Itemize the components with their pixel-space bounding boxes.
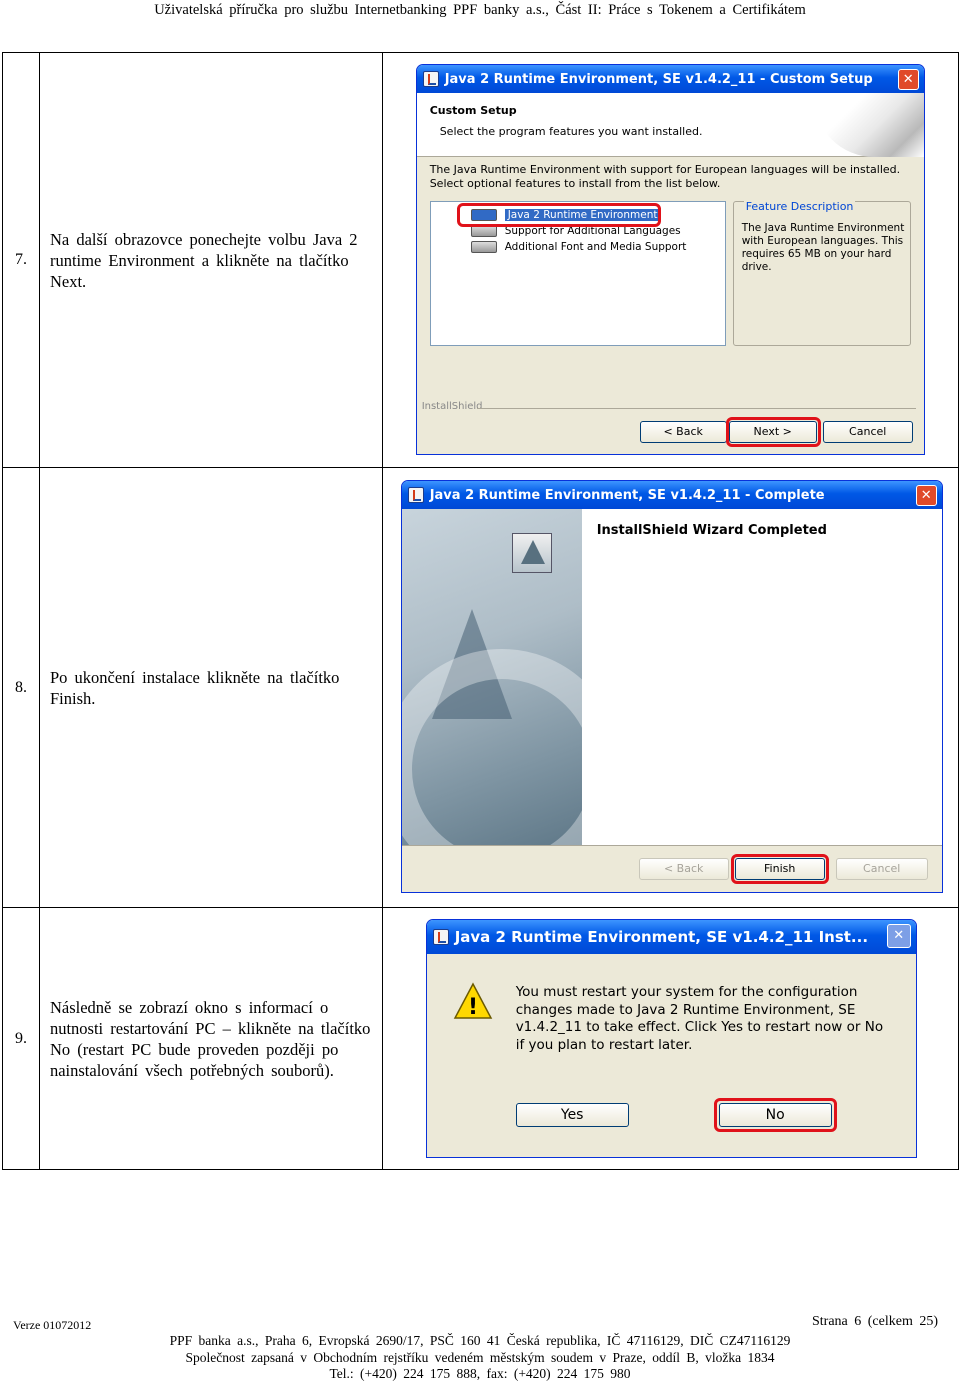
custom-setup-window xyxy=(416,64,925,455)
step-screenshot xyxy=(382,53,958,468)
drive-icon xyxy=(471,241,497,253)
window-title: Java 2 Runtime Environment, SE v1.4.2_11 - Complete xyxy=(429,487,825,503)
header-title: Custom Setup xyxy=(429,104,517,117)
step-screenshot xyxy=(382,908,958,1170)
highlight-ring xyxy=(726,417,821,447)
finish-button[interactable]: Finish xyxy=(735,858,825,880)
main-title: InstallShield Wizard Completed xyxy=(596,523,827,538)
header-subtitle: Select the program features you want installed. xyxy=(439,125,703,138)
page-curl-graphic xyxy=(814,93,924,157)
highlight-ring xyxy=(731,854,829,884)
feature-label: Support for Additional Languages xyxy=(504,225,681,237)
feature-tree[interactable] xyxy=(430,201,726,346)
yes-button[interactable]: Yes xyxy=(516,1103,629,1127)
restart-dialog xyxy=(426,919,917,1158)
warning-glyph: ! xyxy=(467,995,478,1020)
no-button[interactable]: No xyxy=(719,1103,832,1127)
step-text: Následně se zobrazí okno s informací o nutnosti restartování PC – klikněte na tlačítko No (restart PC bude proveden později po nainstalování všech potřebných souborů). xyxy=(39,908,382,1170)
step-number: 8. xyxy=(3,468,40,908)
separator xyxy=(402,845,942,846)
steps-table xyxy=(2,52,959,1170)
step-text: Na další obrazovce ponechejte volbu Java 2 runtime Environment a klikněte na tlačítko Next. xyxy=(39,53,382,468)
complete-window xyxy=(401,480,943,893)
close-button[interactable]: ✕ xyxy=(887,924,911,948)
title-bar xyxy=(402,481,942,509)
step-screenshot xyxy=(382,468,958,908)
highlight-ring xyxy=(714,1098,837,1132)
warning-icon xyxy=(453,982,493,1022)
footer-registry-line: Společnost zapsaná v Obchodním rejstříku vedeném městským soudem v Praze, oddíl B, vložka 1834 xyxy=(185,1350,775,1365)
title-bar xyxy=(427,920,916,954)
version-label: Verze 01072012 xyxy=(13,1318,92,1332)
running-header: Uživatelská příručka pro službu Internetbanking PPF banky a.s., Část II: Práce s Tokenem a Certifikátem xyxy=(154,2,806,18)
description-title: Feature Description xyxy=(745,200,854,213)
footer-company-line: PPF banka a.s., Praha 6, Evropská 2690/17, PSČ 160 41 Česká republika, IČ 47116129, DIČ CZ47116129 xyxy=(169,1333,791,1348)
installshield-brand: InstallShield xyxy=(421,401,483,412)
title-bar xyxy=(417,65,924,93)
close-button[interactable]: ✕ xyxy=(898,69,919,90)
footer-contact-line: Tel.: (+420) 224 175 888, fax: (+420) 224 175 980 xyxy=(329,1366,631,1381)
highlight-ring xyxy=(457,203,661,227)
window-title: Java 2 Runtime Environment, SE v1.4.2_11 - Custom Setup xyxy=(444,71,873,87)
java-icon xyxy=(433,929,449,945)
cancel-button[interactable]: Cancel xyxy=(836,858,928,880)
cancel-button[interactable]: Cancel xyxy=(823,421,913,443)
restart-message: You must restart your system for the configuration changes made to Java 2 Runtime Environment, SE v1.4.2_11 to take effect. Click Yes to restart now or No if you plan to restart later. xyxy=(515,984,884,1053)
close-button[interactable]: ✕ xyxy=(916,485,937,506)
wizard-side-graphic xyxy=(402,509,582,845)
java-icon xyxy=(408,487,424,503)
swoosh-graphic xyxy=(402,649,582,845)
window-title: Java 2 Runtime Environment, SE v1.4.2_11 Inst... xyxy=(454,928,869,946)
page-number: Strana 6 (celkem 25) xyxy=(811,1314,938,1329)
installer-logo-icon xyxy=(512,533,552,573)
feature-label: Java 2 Runtime Environment xyxy=(505,209,661,221)
separator xyxy=(477,408,916,409)
description-text: The Java Runtime Environment with European languages. This requires 65 MB on your hard drive. xyxy=(741,222,905,273)
wizard-main-panel xyxy=(582,509,942,845)
next-button[interactable]: Next > xyxy=(729,421,817,443)
back-button[interactable]: < Back xyxy=(639,858,729,880)
intro-text: The Java Runtime Environment with support for European languages will be installed. Select optional features to install from the list below. xyxy=(429,163,901,190)
back-button[interactable]: < Back xyxy=(640,421,727,443)
feature-item[interactable] xyxy=(471,241,687,253)
java-icon xyxy=(423,71,439,87)
step-number: 7. xyxy=(3,53,40,468)
step-text: Po ukončení instalace klikněte na tlačítko Finish. xyxy=(39,468,382,908)
feature-description-box xyxy=(733,201,911,346)
feature-label: Additional Font and Media Support xyxy=(504,241,687,253)
step-row-9 xyxy=(3,908,959,1170)
step-row-7 xyxy=(3,53,959,468)
step-number: 9. xyxy=(3,908,40,1170)
wizard-header xyxy=(417,93,924,157)
step-row-8 xyxy=(3,468,959,908)
